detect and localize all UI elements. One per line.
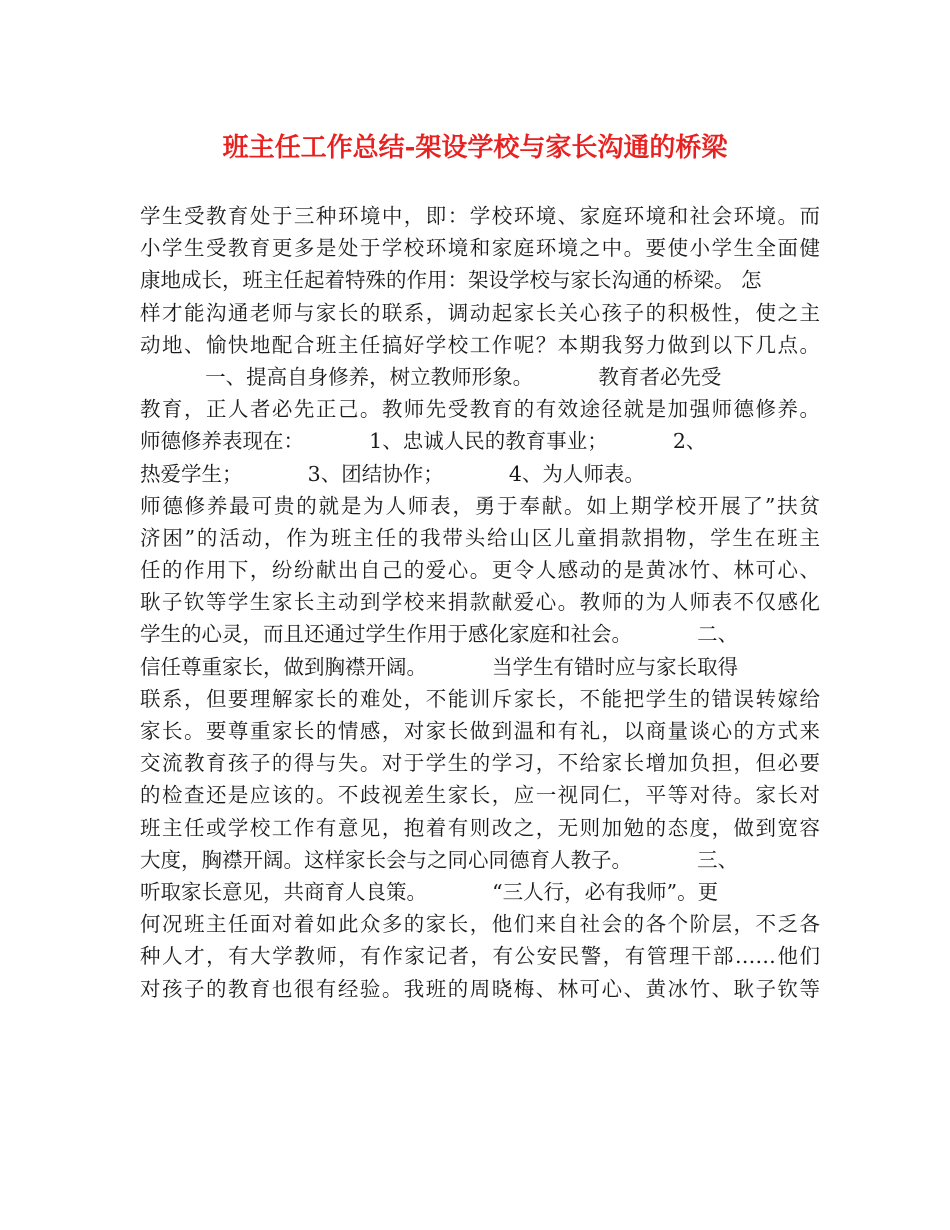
body-line: 热爱学生； 3、团结协作； 4、为人师表。	[140, 461, 645, 486]
body-line: 交流教育孩子的得与失。对于学生的学习，不给家长增加负担，但必要	[140, 751, 820, 776]
body-line: 的检查还是应该的。不歧视差生家长，应一视同仁，平等对待。家长对	[140, 783, 820, 808]
body-line: 样才能沟通老师与家长的联系，调动起家长关心孩子的积极性，使之主	[140, 300, 820, 325]
body-line: 对孩子的教育也很有经验。我班的周晓梅、林可心、黄冰竹、耿子钦等	[140, 976, 820, 1001]
body-line: 学生的心灵，而且还通过学生作用于感化家庭和社会。 二、	[140, 622, 739, 647]
document-title: 班主任工作总结-架设学校与家长沟通的桥梁	[222, 133, 728, 163]
body-line: 联系，但要理解家长的难处，不能训斥家长，不能把学生的错误转嫁给	[140, 686, 820, 711]
body-line: 一、提高自身修养，树立教师形象。 教育者必先受	[140, 364, 722, 389]
body-line: 信任尊重家长，做到胸襟开阔。 当学生有错时应与家长取得	[140, 654, 739, 679]
body-line: 大度，胸襟开阔。这样家长会与之同心同德育人教子。 三、	[140, 847, 739, 872]
body-line: 动地、愉快地配合班主任搞好学校工作呢？本期我努力做到以下几点。	[140, 332, 820, 357]
body-line: 听取家长意见，共商育人良策。 “三人行，必有我师”。更	[140, 879, 719, 904]
body-line: 康地成长，班主任起着特殊的作用：架设学校与家长沟通的桥梁。 怎	[140, 268, 762, 293]
body-line: 小学生受教育更多是处于学校环境和家庭环境之中。要使小学生全面健	[140, 236, 820, 261]
body-line: 师德修养表现在： 1、忠诚人民的教育事业； 2、	[140, 429, 707, 454]
body-line: 耿子钦等学生家长主动到学校来捐款献爱心。教师的为人师表不仅感化	[140, 590, 820, 615]
body-line: 师德修养最可贵的就是为人师表，勇于奉献。如上期学校开展了”扶贫	[140, 493, 820, 518]
body-line: 学生受教育处于三种环境中，即：学校环境、家庭环境和社会环境。而	[140, 204, 820, 228]
body-line: 何况班主任面对着如此众多的家长，他们来自社会的各个阶层，不乏各	[140, 912, 820, 937]
body-line: 任的作用下，纷纷献出自己的爱心。更令人感动的是黄冰竹、林可心、	[140, 558, 820, 583]
body-line: 家长。要尊重家长的情感，对家长做到温和有礼，以商量谈心的方式来	[140, 719, 820, 743]
body-line: 班主任或学校工作有意见，抱着有则改之，无则加勉的态度，做到宽容	[140, 815, 820, 840]
document-body	[140, 200, 820, 1005]
body-line: 种人才，有大学教师，有作家记者，有公安民警，有管理干部……他们	[140, 944, 820, 969]
body-line: 济困”的活动，作为班主任的我带头给山区儿童捐款捐物，学生在班主	[140, 525, 820, 550]
body-line: 教育，正人者必先正己。教师先受教育的有效途径就是加强师德修养。	[140, 397, 820, 422]
